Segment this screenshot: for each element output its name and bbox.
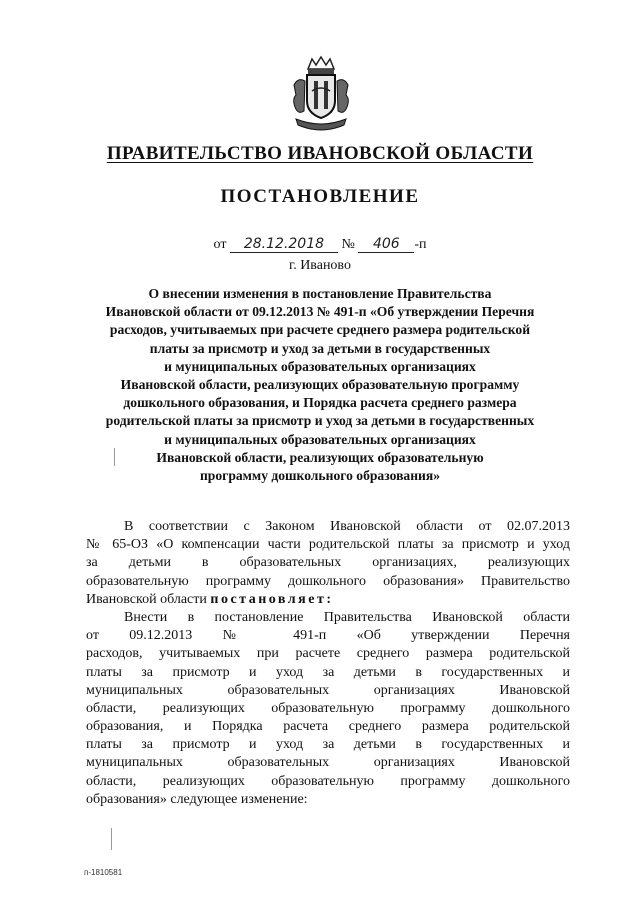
document-body xyxy=(86,518,570,809)
heading-line: Ивановской области, реализующих образовательную xyxy=(156,449,484,465)
body-line: Внести в постановление Правительства Ивановской области xyxy=(124,609,570,625)
coat-of-arms-icon xyxy=(290,55,352,133)
document-type: ПОСТАНОВЛЕНИЕ xyxy=(220,186,420,207)
body-line: области, реализующих образовательную программу дошкольного xyxy=(86,700,570,716)
coat-of-arms-emblem xyxy=(290,55,352,133)
body-line: образовательную программу дошкольного образования» Правительство xyxy=(86,573,570,589)
document-heading xyxy=(80,285,560,485)
body-line: за детьми в образовательных организациях, реализующих xyxy=(86,555,570,571)
heading-line: родительской платы за присмотр и уход за детьми в государственных xyxy=(105,413,535,429)
body-line: области, реализующих образовательную программу дошкольного xyxy=(86,773,570,789)
heading-line: платы за присмотр и уход за детьми в государственных xyxy=(149,340,491,356)
body-line: платы за присмотр и уход за детьми в государственных и xyxy=(86,664,570,680)
heading-line: дошкольного образования, и Порядка расчета среднего размера xyxy=(123,395,517,411)
number-sign: № xyxy=(341,237,355,252)
heading-line: и муниципальных образовательных организациях xyxy=(164,431,476,447)
body-line: платы за присмотр и уход за детьми в государственных и xyxy=(86,737,570,753)
document-number: 406 xyxy=(358,236,414,253)
footer-code: п-1810581 xyxy=(84,868,123,877)
body-line: муниципальных образовательных организациях Ивановской xyxy=(86,682,570,698)
body-line: № 65-ОЗ «О компенсации части родительской платы за присмотр и уход xyxy=(86,537,570,553)
city-name: г. Иваново xyxy=(289,258,351,273)
document-date: 28.12.2018 xyxy=(230,236,338,253)
number-suffix: -п xyxy=(414,237,427,252)
body-line: В соответствии с Законом Ивановской области от 02.07.2013 xyxy=(124,519,570,534)
scan-mark xyxy=(114,448,115,466)
heading-line: Ивановской области, реализующих образовательную программу xyxy=(120,377,520,393)
resolution-word: постановляет: xyxy=(210,591,334,607)
heading-line: О внесении изменения в постановление Правительства xyxy=(148,286,492,301)
body-line: образования, и Порядка расчета среднего размера родительской xyxy=(86,719,570,735)
body-line: расходов, учитываемых при расчете среднего размера родительской xyxy=(86,646,570,662)
body-line: муниципальных образовательных организациях Ивановской xyxy=(86,755,570,771)
resolution-prefix: Ивановской области xyxy=(86,591,207,607)
heading-line: расходов, учитываемых при расчете среднего размера родительской xyxy=(109,322,531,338)
heading-line: программу дошкольного образования» xyxy=(199,468,441,484)
body-line: от 09.12.2013 № 491-п «Об утверждении Перечня xyxy=(86,628,570,644)
heading-line: Ивановской области от 09.12.2013 № 491-п «Об утверждении Перечня xyxy=(105,304,535,320)
date-number-line xyxy=(0,236,640,253)
government-title xyxy=(0,143,640,165)
body-line: образования» следующее изменение: xyxy=(86,791,308,807)
heading-line: и муниципальных образовательных организациях xyxy=(164,358,476,374)
body-line-resolution xyxy=(86,591,570,609)
scan-mark xyxy=(111,828,112,850)
date-prefix: от xyxy=(213,237,227,252)
government-title-text: ПРАВИТЕЛЬСТВО ИВАНОВСКОЙ ОБЛАСТИ xyxy=(106,143,534,164)
